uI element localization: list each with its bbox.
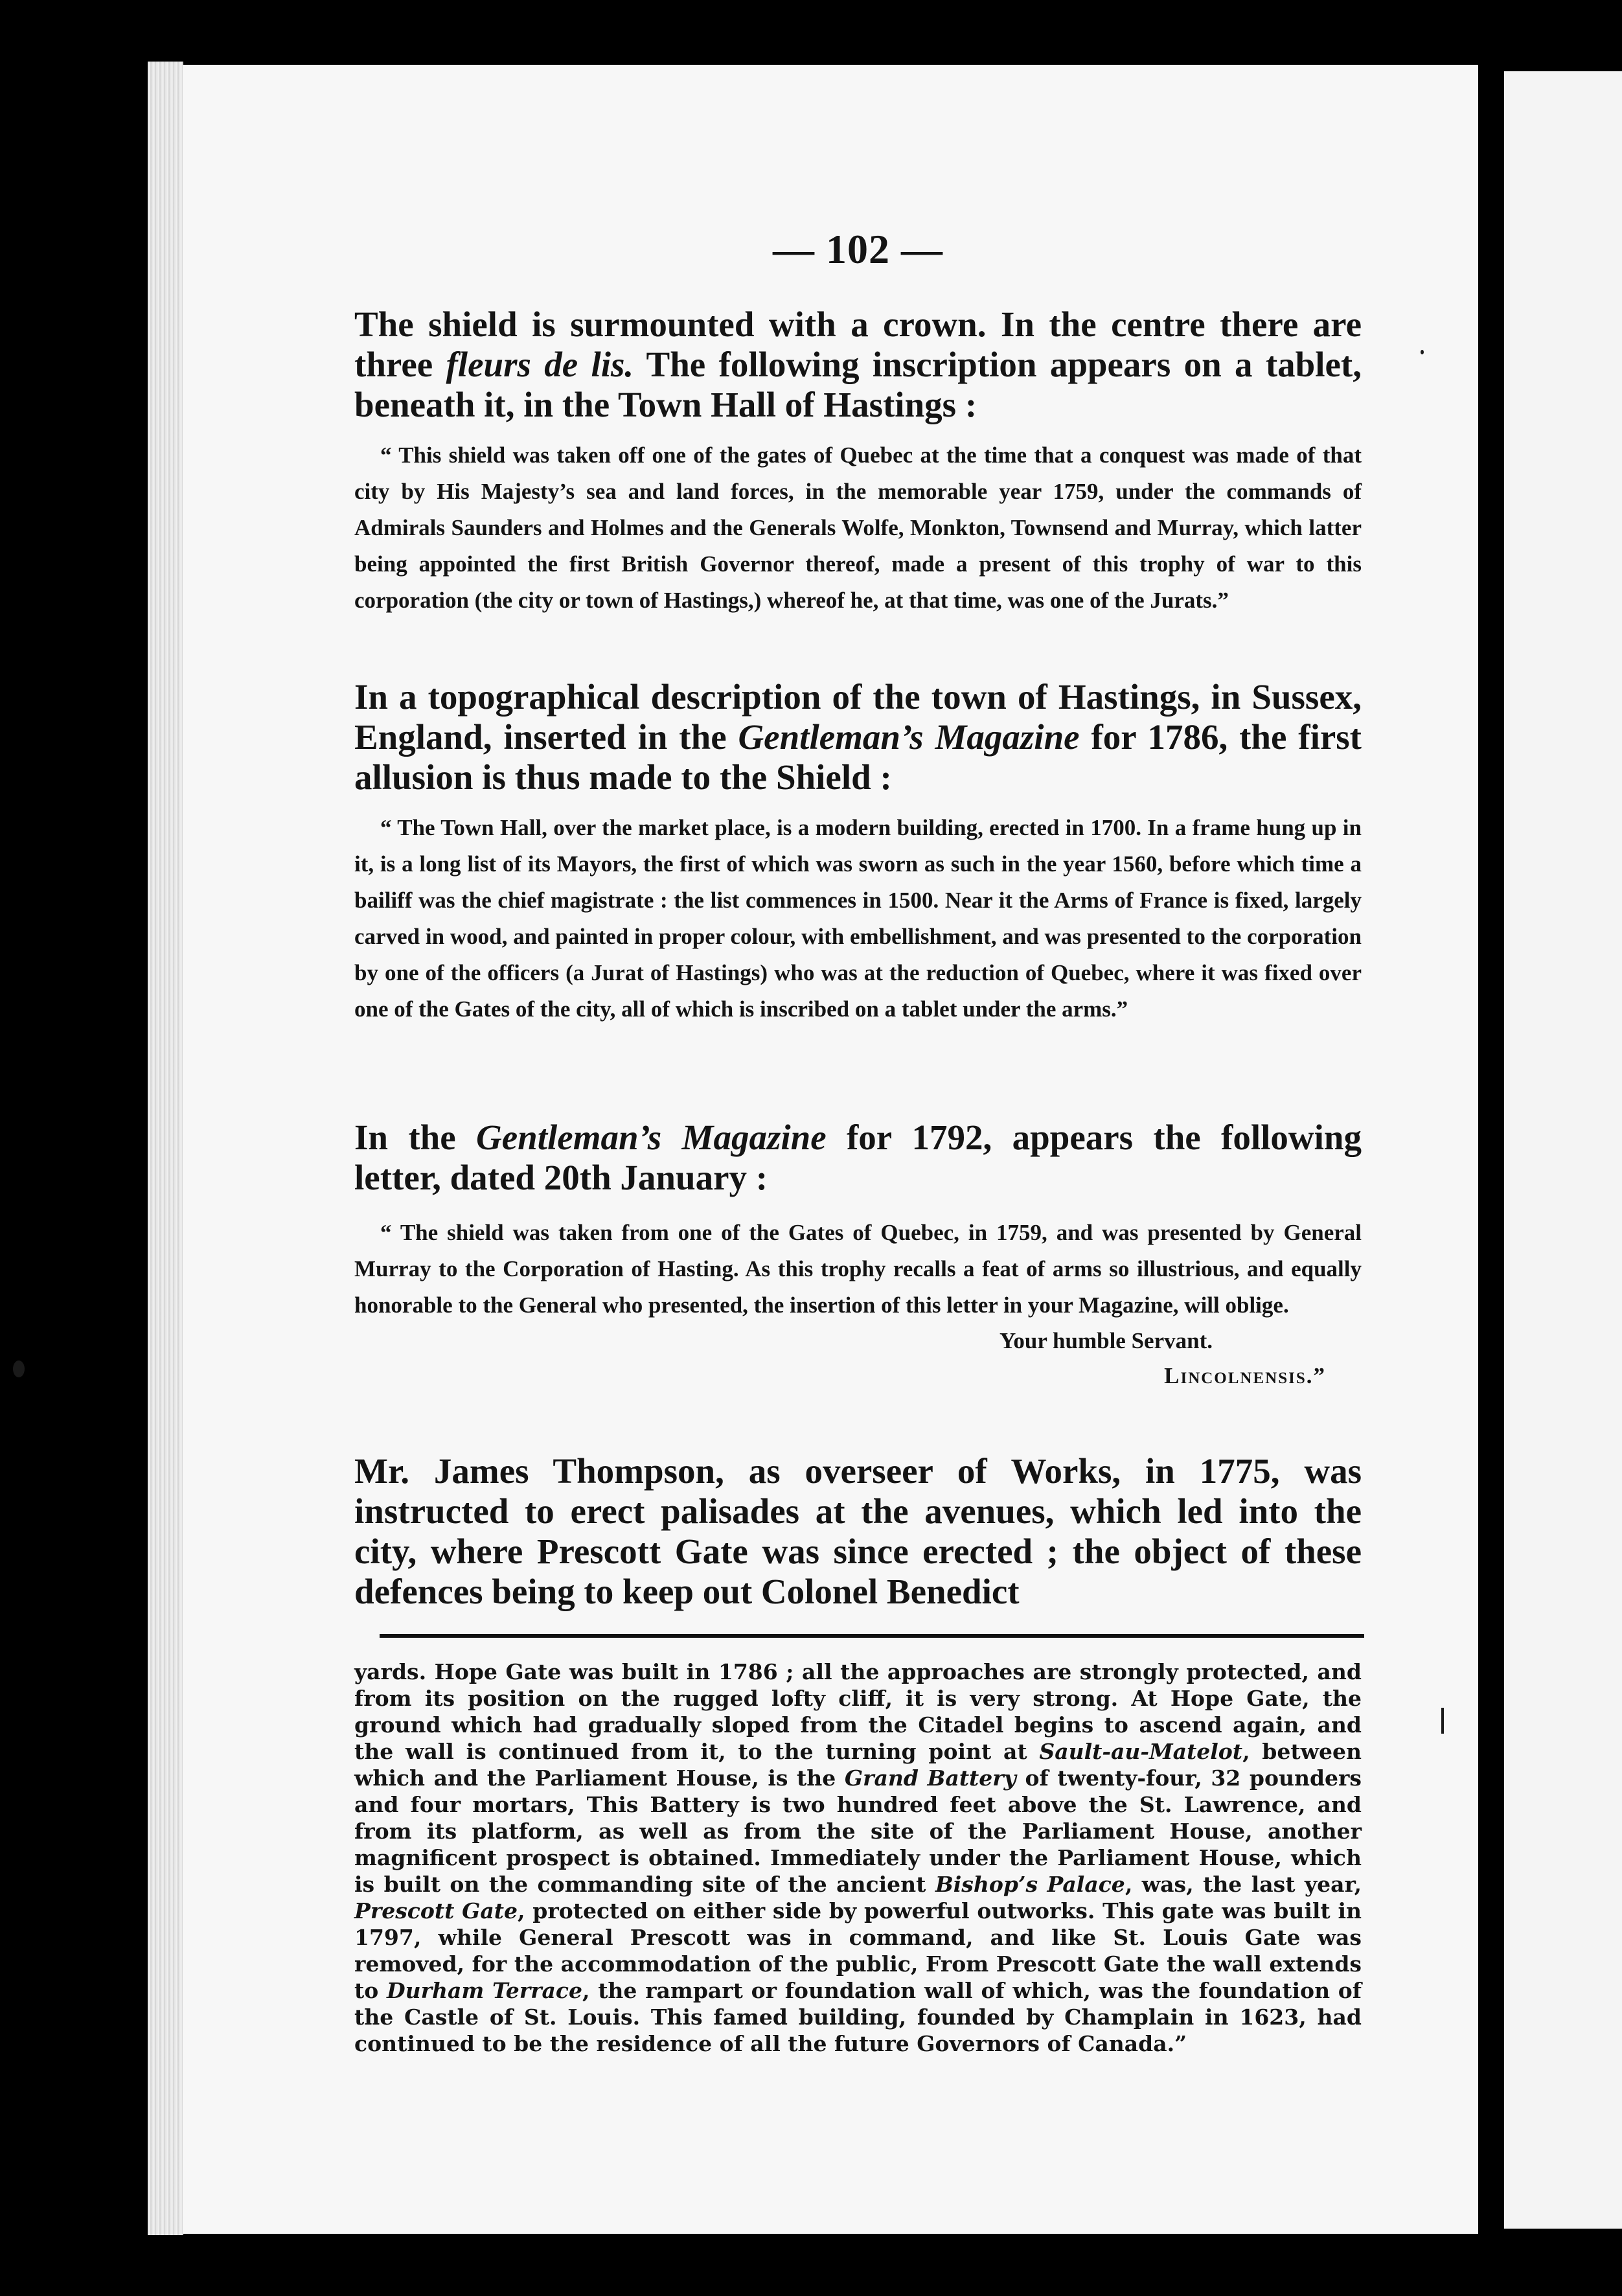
italic-gentlemans-magazine: Gentleman’s Magazine [738, 717, 1080, 757]
footnote: yards. Hope Gate was built in 1786 ; all the approaches are strongly protected, and from its position on the rugged lofty cliff, it is very strong. At Hope Gate, the ground which had gradually sloped from the Citadel begins to ascend again, and the wall is continued from it, to the turning point at Sault-au-Matelot, between which and the Parliament House, is the Grand Battery of twenty-four, 32 pounders and four mortars, This Battery is two hundred feet above the St. Lawrence, and from its platform, as well as from the site of the Parliament House, another magnificent prospect is obtained. Immediately under the Parliament House, which is built on the commanding site of the ancient Bishop’s Palace, was, the last year, Prescott Gate, protected on either side by powerful outworks. This gate was built in 1797, while General Prescott was in command, and like St. Louis Gate was removed, for the accommodation of the public, From Prescott Gate the wall extends to Durham Terrace, the rampart or foundation wall of which, was the foundation of the Castle of St. Louis. This famed building, founded by Champlain in 1623, had continued to be the residence of all the future Governors of Canada.” [354, 1659, 1362, 2056]
letter-signature: Lincolnensis.” [1164, 1363, 1326, 1388]
facing-page-edge [1504, 71, 1622, 2229]
book-page [183, 65, 1478, 2234]
quote-town-hall: “ The Town Hall, over the market place, is a modern building, erected in 1700. In a frame hung up in it, is a long list of its Mayors, the first of which was sworn as such in the year 1560, before which time a bailiff was the chief magistrate : the list commences in 1500. Near it the Arms of France is fixed, largely carved in wood, and painted in proper colour, with embellishment, and was presented to the corporation by one of the officers (a Jurat of Hastings) who was at the reduction of Quebec, where it was fixed over one of the Gates of the city, all of which is inscribed on a tablet under the arms.” [354, 815, 1362, 1022]
paragraph-james-thompson: Mr. James Thompson, as overseer of Works, in 1775, was instructed to erect palisades at the avenues, which led into the city, where Prescott Gate was since erected ; the object of these defences being to keep out Colonel Benedict [354, 1451, 1362, 1611]
footnote-divider [380, 1634, 1364, 1638]
paragraph-topographical-description: In a topographical description of the town of Hastings, in Sussex, England, inserted in the Gentleman’s Magazine for 1786, the first allusion is thus made to the Shield : [354, 677, 1362, 797]
italic-fleurs-de-lis: fleurs de lis. [446, 345, 634, 384]
page-number: — 102 — [773, 226, 943, 272]
scan-speck [1441, 1708, 1444, 1734]
letter-closing: Your humble Servant. [999, 1328, 1213, 1353]
italic-gentlemans-magazine-2: Gentleman’s Magazine [476, 1118, 827, 1157]
paragraph-gentlemans-magazine-1792: In the Gentleman’s Magazine for 1792, appears the following letter, dated 20th January : [354, 1118, 1362, 1197]
scan-speck [13, 1360, 25, 1377]
page-edge-stack [148, 62, 183, 2235]
paragraph-shield-description: The shield is surmounted with a crown. In the centre there are three fleurs de lis. The following inscription appears on a tablet, beneath it, in the Town Hall of Hastings : [354, 304, 1362, 424]
quote-hastings-inscription: “ This shield was taken off one of the gates of Quebec at the time that a conquest was made of that city by His Majesty’s sea and land forces, in the memorable year 1759, under the commands of Admirals Saunders and Holmes and the Generals Wolfe, Monkton, Townsend and Murray, which latter being appointed the first British Governor thereof, made a present of this trophy of war to this corporation (the city or town of Hastings,) whereof he, at that time, was one of the Jurats.” [354, 442, 1362, 613]
scan-speck [1421, 350, 1424, 354]
quote-letter: “ The shield was taken from one of the Gates of Quebec, in 1759, and was presented by General Murray to the Corporation of Hasting. As this trophy recalls a feat of arms so illustrious, and equally honorable to the General who presented, the insertion of this letter in your Magazine, will oblige. Your humble Servant. Lincolnensis.” [354, 1215, 1362, 1394]
